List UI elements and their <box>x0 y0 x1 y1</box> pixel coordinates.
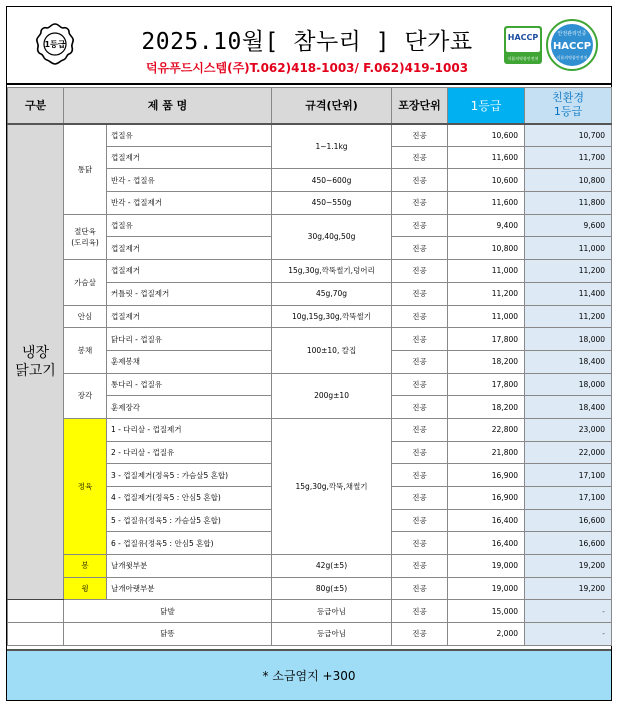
group-ansim: 안심 <box>64 305 107 328</box>
product-pack: 진공 <box>392 373 448 396</box>
grade-seal-text: 1등급 <box>44 40 66 49</box>
table-row <box>8 305 612 328</box>
product-spec: 80g(±5) <box>272 577 392 600</box>
price-grade1: 19,000 <box>448 555 525 578</box>
haccp-certified-bottom: 식품의약품안전처 <box>556 55 588 60</box>
product-spec: 200g±10 <box>272 373 392 418</box>
price-grade1: 18,200 <box>448 350 525 373</box>
table-row <box>8 623 612 646</box>
group-jeoldanyuk-line2: (도리육) <box>71 237 99 247</box>
group-jangak: 장각 <box>64 373 107 418</box>
price-grade1: 17,800 <box>448 328 525 351</box>
product-name: 커틀릿 - 껍질제거 <box>107 282 272 305</box>
table-row <box>8 260 612 283</box>
price-grade1: 9,400 <box>448 214 525 237</box>
price-grade1: 16,900 <box>448 487 525 510</box>
product-name: 5 - 껍질유(정육5 : 가슴살5 혼합) <box>107 509 272 532</box>
product-pack: 진공 <box>392 124 448 147</box>
price-grade1: 11,600 <box>448 192 525 215</box>
empty-category-cell <box>8 623 64 646</box>
product-pack: 진공 <box>392 328 448 351</box>
haccp-mark-icon <box>503 25 543 65</box>
product-name: 껍질제거 <box>107 146 272 169</box>
group-bong: 봉 <box>64 555 107 578</box>
price-eco: 11,000 <box>525 237 612 260</box>
price-grade1: 10,600 <box>448 169 525 192</box>
product-spec: 42g(±5) <box>272 555 392 578</box>
table-row <box>8 418 612 441</box>
product-name: 6 - 껍질유(정육5 : 안심5 혼합) <box>107 532 272 555</box>
product-spec: 100±10, 칼집 <box>272 328 392 373</box>
price-eco: 11,700 <box>525 146 612 169</box>
product-name: 껍질유 <box>107 214 272 237</box>
category-cell <box>8 124 64 600</box>
product-pack: 진공 <box>392 441 448 464</box>
product-pack: 진공 <box>392 509 448 532</box>
price-grade1: 2,000 <box>448 623 525 646</box>
price-grade1: 22,800 <box>448 418 525 441</box>
price-eco: - <box>525 600 612 623</box>
product-name: 닭똥 <box>64 623 272 646</box>
product-spec: 30g,40g,50g <box>272 214 392 259</box>
price-grade1: 21,800 <box>448 441 525 464</box>
product-name: 훈제장각 <box>107 396 272 419</box>
price-eco: 23,000 <box>525 418 612 441</box>
product-spec: 10g,15g,30g,깍뚝썰기 <box>272 305 392 328</box>
product-pack: 진공 <box>392 350 448 373</box>
price-eco: 11,400 <box>525 282 612 305</box>
product-spec: 등급아님 <box>272 623 392 646</box>
haccp-mark-subtext: 식품의약품안전처 <box>507 56 539 61</box>
product-pack: 진공 <box>392 260 448 283</box>
price-eco: 9,600 <box>525 214 612 237</box>
price-eco: 18,000 <box>525 373 612 396</box>
table-row <box>8 600 612 623</box>
haccp-certified-top: 안전관리인증 <box>557 31 587 37</box>
group-jeoldanyuk <box>64 214 107 259</box>
product-pack: 진공 <box>392 600 448 623</box>
price-eco: 16,600 <box>525 532 612 555</box>
haccp-certified-text: HACCP <box>552 41 592 52</box>
product-pack: 진공 <box>392 305 448 328</box>
product-pack: 진공 <box>392 169 448 192</box>
price-grade1: 16,400 <box>448 509 525 532</box>
company-contact: 덕유푸드시스템(주)T.062)418-1003/ F.062)419-1003 <box>145 61 469 75</box>
product-pack: 진공 <box>392 418 448 441</box>
product-name: 통다리 - 껍질유 <box>107 373 272 396</box>
group-bokchae: 봉채 <box>64 328 107 373</box>
product-name: 닭발 <box>64 600 272 623</box>
price-grade1: 17,800 <box>448 373 525 396</box>
price-grade1: 11,600 <box>448 146 525 169</box>
price-eco: 19,200 <box>525 577 612 600</box>
product-pack: 진공 <box>392 464 448 487</box>
price-grade1: 10,800 <box>448 237 525 260</box>
col-header-eco-grade1 <box>525 88 612 124</box>
product-pack: 진공 <box>392 282 448 305</box>
group-tongdak: 통닭 <box>64 124 107 215</box>
col-header-eco-line2: 1등급 <box>553 105 583 119</box>
product-name: 4 - 껍질제거(정육5 : 안심5 혼합) <box>107 487 272 510</box>
table-row <box>8 124 612 147</box>
footer-note: * 소금염지 +300 <box>7 649 611 700</box>
product-name: 반각 - 껍질제거 <box>107 192 272 215</box>
product-pack: 진공 <box>392 146 448 169</box>
price-grade1: 11,000 <box>448 260 525 283</box>
product-name: 훈제봉채 <box>107 350 272 373</box>
product-pack: 진공 <box>392 623 448 646</box>
table-row <box>8 328 612 351</box>
price-eco: 11,200 <box>525 305 612 328</box>
price-eco: 10,800 <box>525 169 612 192</box>
price-eco: 17,100 <box>525 487 612 510</box>
product-name: 껍질제거 <box>107 260 272 283</box>
price-eco: 17,100 <box>525 464 612 487</box>
category-label-2: 닭고기 <box>15 362 56 379</box>
grade-seal-icon <box>32 21 78 67</box>
product-name: 껍질제거 <box>107 237 272 260</box>
col-header-category: 구분 <box>8 88 64 124</box>
group-gaseumsal: 가슴살 <box>64 260 107 305</box>
product-spec: 450~550g <box>272 192 392 215</box>
price-grade1: 16,900 <box>448 464 525 487</box>
product-pack: 진공 <box>392 532 448 555</box>
product-name: 닭다리 - 껍질유 <box>107 328 272 351</box>
group-jeoldanyuk-line1: 절단육 <box>74 226 96 236</box>
product-pack: 진공 <box>392 237 448 260</box>
col-header-grade1: 1등급 <box>448 88 525 124</box>
product-pack: 진공 <box>392 577 448 600</box>
price-grade1: 15,000 <box>448 600 525 623</box>
col-header-packing: 포장단위 <box>392 88 448 124</box>
product-name: 1 - 다리살 - 껍질제거 <box>107 418 272 441</box>
product-name: 껍질제거 <box>107 305 272 328</box>
product-spec: 등급아님 <box>272 600 392 623</box>
price-grade1: 18,200 <box>448 396 525 419</box>
product-name: 날개윗부분 <box>107 555 272 578</box>
product-spec: 15g,30g,깍뚝썰기,덩어리 <box>272 260 392 283</box>
table-row <box>8 577 612 600</box>
page-title: 2025.10월[ 참누리 ] 단가표 <box>141 29 473 55</box>
product-spec: 45g,70g <box>272 282 392 305</box>
price-eco: 18,400 <box>525 350 612 373</box>
price-eco: 19,200 <box>525 555 612 578</box>
product-pack: 진공 <box>392 487 448 510</box>
haccp-certified-icon <box>545 18 599 72</box>
price-grade1: 11,000 <box>448 305 525 328</box>
table-row <box>8 214 612 237</box>
col-header-eco-line1: 친환경 <box>552 91 584 105</box>
product-pack: 진공 <box>392 396 448 419</box>
price-eco: 11,200 <box>525 260 612 283</box>
table-row <box>8 373 612 396</box>
table-row <box>8 555 612 578</box>
price-eco: 18,000 <box>525 328 612 351</box>
category-label-1: 냉장 <box>21 344 50 361</box>
col-header-spec: 규격(단위) <box>272 88 392 124</box>
price-eco: 22,000 <box>525 441 612 464</box>
price-eco: 18,400 <box>525 396 612 419</box>
price-sheet <box>6 6 612 701</box>
product-spec: 450~600g <box>272 169 392 192</box>
price-sheet-header <box>7 7 611 85</box>
product-name: 3 - 껍질제거(정육5 : 가슴살5 혼합) <box>107 464 272 487</box>
empty-category-cell <box>8 600 64 623</box>
price-grade1: 19,000 <box>448 577 525 600</box>
product-name: 날개아랫부분 <box>107 577 272 600</box>
product-pack: 진공 <box>392 214 448 237</box>
haccp-mark-text: HACCP <box>507 33 539 42</box>
price-eco: - <box>525 623 612 646</box>
price-table <box>7 87 612 646</box>
price-eco: 10,700 <box>525 124 612 147</box>
product-name: 반각 - 껍질유 <box>107 169 272 192</box>
price-grade1: 10,600 <box>448 124 525 147</box>
price-eco: 16,600 <box>525 509 612 532</box>
product-name: 2 - 다리살 - 껍질유 <box>107 441 272 464</box>
product-pack: 진공 <box>392 555 448 578</box>
price-grade1: 11,200 <box>448 282 525 305</box>
product-spec: 15g,30g,깍뚝,채썰기 <box>272 418 392 554</box>
product-pack: 진공 <box>392 192 448 215</box>
group-nalgae: 윙 <box>64 577 107 600</box>
col-header-product: 제 품 명 <box>64 88 272 124</box>
product-name: 껍질유 <box>107 124 272 147</box>
group-jeongyuk: 정육 <box>64 418 107 554</box>
price-grade1: 16,400 <box>448 532 525 555</box>
price-eco: 11,800 <box>525 192 612 215</box>
product-spec: 1~1.1kg <box>272 124 392 169</box>
